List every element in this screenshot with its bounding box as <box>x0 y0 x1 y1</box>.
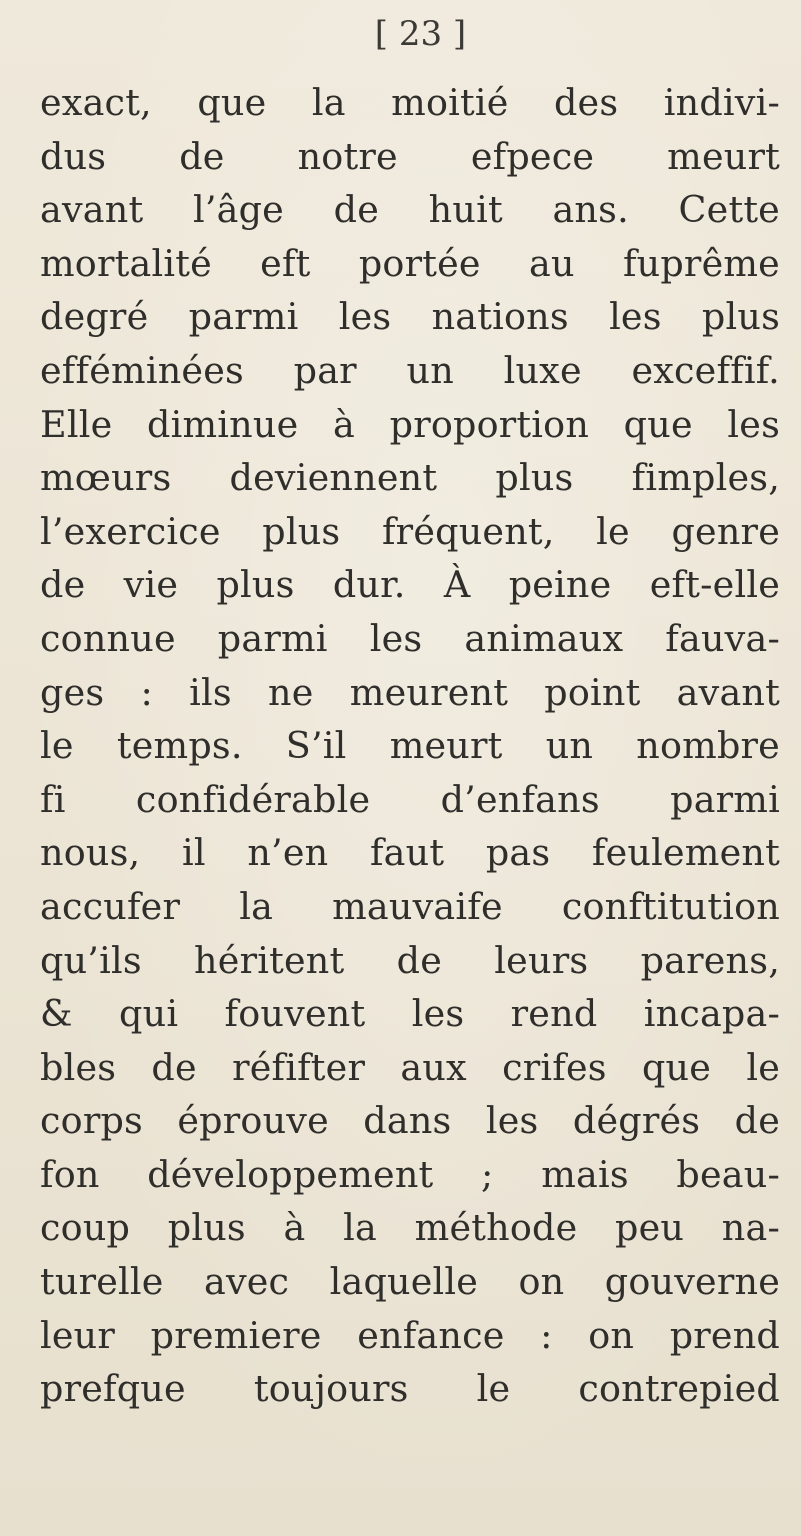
text-line: qu’ils héritent de leurs parens, <box>40 938 780 982</box>
text-line: connue parmi les animaux fauva- <box>40 616 780 660</box>
text-line: avant l’âge de huit ans. Cette <box>40 188 780 232</box>
text-line: prefque toujours le contrepied <box>40 1367 780 1411</box>
text-line: ges : ils ne meurent point avant <box>40 670 780 714</box>
text-line: exact, que la moitié des indivi- <box>40 81 780 124</box>
text-line: Elle diminue à proportion que les <box>40 402 780 446</box>
text-line: nous, il n’en faut pas feulement <box>40 831 780 875</box>
text-line: leur premiere enfance : on prend <box>40 1313 780 1357</box>
text-line: fi confidérable d’enfans parmi <box>40 777 780 821</box>
text-line: coup plus à la méthode peu na- <box>40 1206 780 1250</box>
text-line: turelle avec laquelle on gouverne <box>40 1260 780 1304</box>
text-line: corps éprouve dans les dégrés de <box>40 1099 780 1143</box>
text-line: le temps. S’il meurt un nombre <box>40 724 780 768</box>
text-line: de vie plus dur. À peine eft-elle <box>40 563 780 607</box>
text-line: efféminées par un luxe exceffif. <box>40 348 780 392</box>
text-line: dus de notre efpece meurt <box>40 134 780 178</box>
page-number: [ 23 ] <box>374 14 467 54</box>
text-line: mœurs deviennent plus fimples, <box>40 456 780 500</box>
text-line: mortalité eft portée au fuprême <box>40 241 780 285</box>
body-text <box>40 76 780 1416</box>
text-line: accufer la mauvaife conftitution <box>40 884 780 928</box>
text-line: bles de réfifter aux crifes que le <box>40 1045 780 1089</box>
text-line: & qui fouvent les rend incapa- <box>40 992 780 1036</box>
text-line: l’exercice plus fréquent, le genre <box>40 509 780 553</box>
text-line: fon développement ; mais beau- <box>40 1152 780 1196</box>
text-line: degré parmi les nations les plus <box>40 295 780 339</box>
